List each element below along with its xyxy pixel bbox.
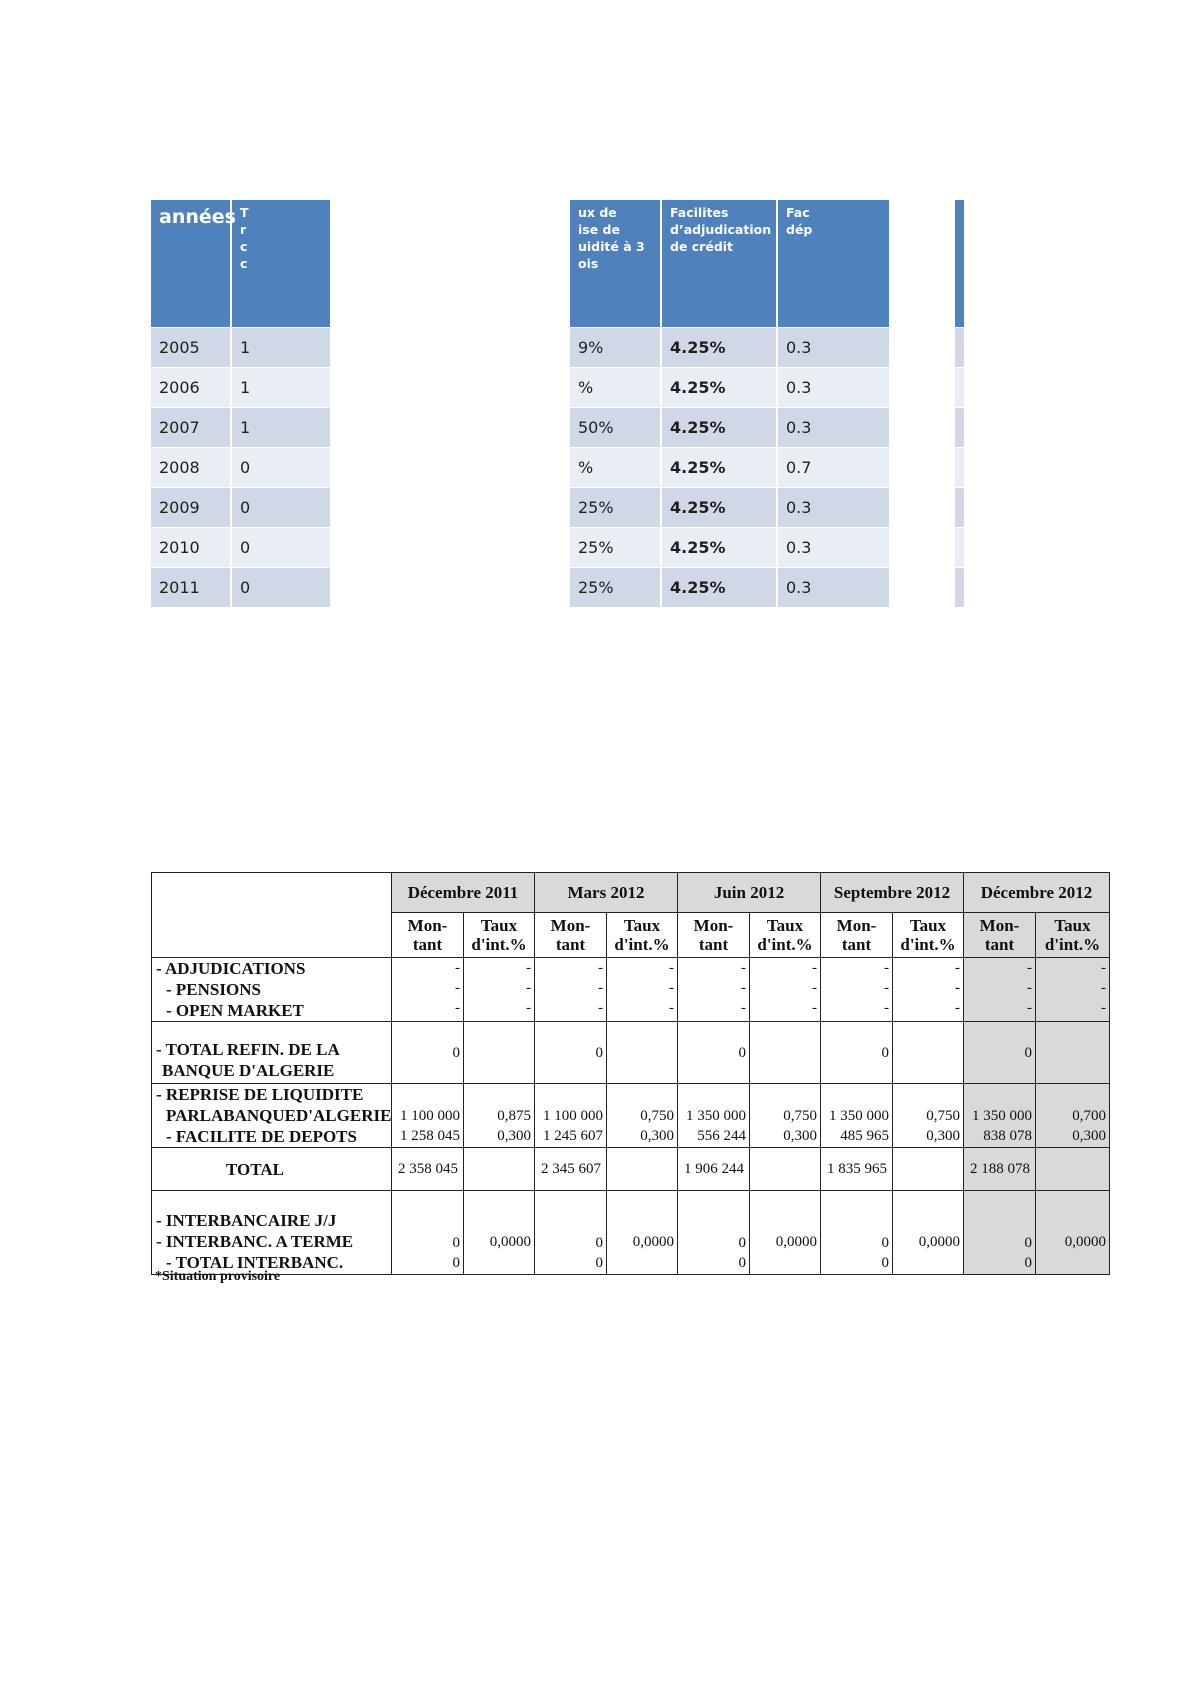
cell: 0: [231, 567, 331, 607]
reprise-montant: 1 350 000 485 965: [821, 1084, 893, 1148]
adjudication-taux: - - -: [750, 958, 821, 1022]
header-edge: [955, 200, 965, 327]
year-cell: 2010: [151, 527, 231, 567]
row-label-total-refin: [152, 1022, 392, 1084]
label-pensions: - PENSIONS: [166, 980, 261, 999]
cell: [955, 327, 965, 367]
rates-table-middle-part: [570, 200, 891, 607]
total-value: 1 835 965: [821, 1148, 893, 1191]
reprise-taux: 0,750 0,300: [750, 1084, 821, 1148]
sub-header-taux: Taux d'int.%: [607, 913, 678, 958]
cell: 0.3: [777, 567, 890, 607]
cell: 25%: [570, 487, 661, 527]
label-interbank-total: - TOTAL INTERBANC.: [166, 1253, 344, 1272]
sub-header-taux: Taux d'int.%: [464, 913, 535, 958]
top-table-segment-right: [955, 200, 965, 615]
label-total-refin-2: BANQUE D'ALGERIE: [162, 1061, 335, 1080]
total-refin-value: 0: [535, 1022, 607, 1084]
cell: 25%: [570, 527, 661, 567]
sub-header-montant: Mon- tant: [392, 913, 464, 958]
table-row-interbank: [152, 1191, 1110, 1275]
footnote: *Situation provisoire: [155, 1269, 281, 1284]
adjudication-taux: - - -: [607, 958, 678, 1022]
table-row: [955, 327, 965, 367]
header-annees: années: [151, 200, 231, 327]
cell: 4.25%: [661, 407, 777, 447]
year-cell: 2008: [151, 447, 231, 487]
reprise-taux: 0,750 0,300: [893, 1084, 964, 1148]
table-row: [955, 487, 965, 527]
year-cell: 2006: [151, 367, 231, 407]
table-row: [151, 327, 331, 367]
cell: 25%: [570, 567, 661, 607]
header-reprise-3-mois: ux de ise de uidité à 3 ois: [570, 200, 661, 327]
total-value: 2 358 045: [392, 1148, 464, 1191]
sub-header-montant: Mon- tant: [964, 913, 1036, 958]
table-row: [570, 407, 890, 447]
label-reprise-2: PARLABANQUED'ALGERIE: [166, 1106, 392, 1125]
year-cell: 2005: [151, 327, 231, 367]
row-label-total: [152, 1148, 392, 1191]
table-row: [151, 367, 331, 407]
reprise-montant: 1 350 000 556 244: [678, 1084, 750, 1148]
table-row: [570, 487, 890, 527]
table-row-total-refin: [152, 1022, 1110, 1084]
table-row: [151, 407, 331, 447]
period-header: Décembre 2012: [964, 873, 1110, 913]
year-cell: 2009: [151, 487, 231, 527]
table-row: [151, 527, 331, 567]
total-refin-value: 0: [392, 1022, 464, 1084]
table-row: [570, 327, 890, 367]
cell: 4.25%: [661, 327, 777, 367]
table-row: [570, 567, 890, 607]
cell: 0.3: [777, 327, 890, 367]
empty-cell: [464, 1148, 535, 1191]
empty-cell: [1036, 1022, 1110, 1084]
interbank-montant: 0 0: [678, 1191, 750, 1275]
adjudication-montant: - - -: [678, 958, 750, 1022]
interbank-montant: 0 0: [964, 1191, 1036, 1275]
table-row-total: [152, 1148, 1110, 1191]
reprise-montant: 1 100 000 1 245 607: [535, 1084, 607, 1148]
sub-header-taux: Taux d'int.%: [750, 913, 821, 958]
total-refin-value: 0: [678, 1022, 750, 1084]
period-header: Mars 2012: [535, 873, 678, 913]
interbank-taux: 0,0000: [750, 1191, 821, 1275]
interbank-taux: 0,0000: [607, 1191, 678, 1275]
cell: 4.25%: [661, 447, 777, 487]
label-adjudications: - ADJUDICATIONS: [156, 959, 306, 978]
table-row-adjudications: [152, 958, 1110, 1022]
table-row-reprise: [152, 1084, 1110, 1148]
cell: [955, 567, 965, 607]
sub-header-montant: Mon- tant: [821, 913, 893, 958]
cell: 0.3: [777, 527, 890, 567]
adjudication-taux: - - -: [893, 958, 964, 1022]
cell: [955, 407, 965, 447]
cell: 0: [231, 447, 331, 487]
cell: 50%: [570, 407, 661, 447]
header-facilites-depots-fragment: Fac dép: [777, 200, 890, 327]
empty-cell: [893, 1148, 964, 1191]
empty-cell: [1036, 1148, 1110, 1191]
label-facilite-depots: - FACILITE DE DEPOTS: [166, 1127, 357, 1146]
reprise-taux: 0,875 0,300: [464, 1084, 535, 1148]
cell: %: [570, 367, 661, 407]
empty-cell: [607, 1148, 678, 1191]
adjudication-taux: - - -: [464, 958, 535, 1022]
cell: 1: [231, 367, 331, 407]
cell: [955, 527, 965, 567]
total-value: 1 906 244: [678, 1148, 750, 1191]
empty-cell: [750, 1022, 821, 1084]
table-row: [955, 527, 965, 567]
table-row: [570, 447, 890, 487]
label-header-blank: [152, 873, 392, 958]
sub-header-taux: Taux d'int.%: [1036, 913, 1110, 958]
interbank-montant: 0 0: [821, 1191, 893, 1275]
cell: 9%: [570, 327, 661, 367]
interbank-taux: 0,0000: [893, 1191, 964, 1275]
period-header: Juin 2012: [678, 873, 821, 913]
top-table-segment-middle: [578, 200, 813, 615]
cell: 4.25%: [661, 367, 777, 407]
sub-header-montant: Mon- tant: [678, 913, 750, 958]
table-row: [570, 367, 890, 407]
reprise-taux: 0,750 0,300: [607, 1084, 678, 1148]
table-row: [151, 487, 331, 527]
adjudication-montant: - - -: [821, 958, 893, 1022]
period-header: Décembre 2011: [392, 873, 535, 913]
label-open-market: - OPEN MARKET: [166, 1001, 304, 1020]
year-cell: 2011: [151, 567, 231, 607]
cell: 1: [231, 327, 331, 367]
reprise-montant: 1 100 000 1 258 045: [392, 1084, 464, 1148]
adjudication-montant: - - -: [392, 958, 464, 1022]
cell: 1: [231, 407, 331, 447]
table-row: [955, 447, 965, 487]
table-row: [955, 367, 965, 407]
row-label-interbank: [152, 1191, 392, 1275]
rates-table-left-part: [151, 200, 332, 607]
cell: 4.25%: [661, 567, 777, 607]
cell: 0: [231, 527, 331, 567]
interbank-montant: 0 0: [392, 1191, 464, 1275]
table-row: [955, 567, 965, 607]
adjudication-montant: - - -: [535, 958, 607, 1022]
cell: 0.3: [777, 487, 890, 527]
rates-table-right-edge: [955, 200, 966, 607]
empty-cell: [893, 1022, 964, 1084]
label-total: TOTAL: [226, 1159, 284, 1179]
cell: 0.3: [777, 407, 890, 447]
interbank-taux: 0,0000: [1036, 1191, 1110, 1275]
empty-cell: [607, 1022, 678, 1084]
table-row: [151, 447, 331, 487]
total-refin-value: 0: [964, 1022, 1036, 1084]
total-value: 2 345 607: [535, 1148, 607, 1191]
year-cell: 2007: [151, 407, 231, 447]
table-row: [570, 527, 890, 567]
adjudication-montant: - - -: [964, 958, 1036, 1022]
table-row: [151, 567, 331, 607]
reprise-taux: 0,700 0,300: [1036, 1084, 1110, 1148]
cell: [955, 487, 965, 527]
cell: 0: [231, 487, 331, 527]
label-interbank-terme: - INTERBANC. A TERME: [156, 1232, 354, 1251]
cell: 0.7: [777, 447, 890, 487]
sub-header-taux: Taux d'int.%: [893, 913, 964, 958]
row-label-reprise: [152, 1084, 392, 1148]
empty-cell: [464, 1022, 535, 1084]
table-row: [955, 407, 965, 447]
empty-cell: [750, 1148, 821, 1191]
period-header: Septembre 2012: [821, 873, 964, 913]
cell: [955, 367, 965, 407]
cell: 4.25%: [661, 487, 777, 527]
header-col2-fragment: T r c c: [231, 200, 331, 327]
row-label-adjudications: [152, 958, 392, 1022]
total-refin-value: 0: [821, 1022, 893, 1084]
cell: 0.3: [777, 367, 890, 407]
cell: %: [570, 447, 661, 487]
liquidity-table: [151, 872, 1110, 1275]
cell: [955, 447, 965, 487]
adjudication-taux: - - -: [1036, 958, 1110, 1022]
total-value: 2 188 078: [964, 1148, 1036, 1191]
label-reprise-1: - REPRISE DE LIQUIDITE: [156, 1085, 364, 1104]
cell: 4.25%: [661, 527, 777, 567]
header-facilites-adjudication: Facilites d’adjudication de crédit: [661, 200, 777, 327]
interbank-montant: 0 0: [535, 1191, 607, 1275]
top-table-segment-left: [151, 200, 251, 615]
sub-header-montant: Mon- tant: [535, 913, 607, 958]
interbank-taux: 0,0000: [464, 1191, 535, 1275]
label-total-refin-1: - TOTAL REFIN. DE LA: [156, 1040, 340, 1059]
reprise-montant: 1 350 000 838 078: [964, 1084, 1036, 1148]
label-interbank-jj: - INTERBANCAIRE J/J: [156, 1211, 337, 1230]
